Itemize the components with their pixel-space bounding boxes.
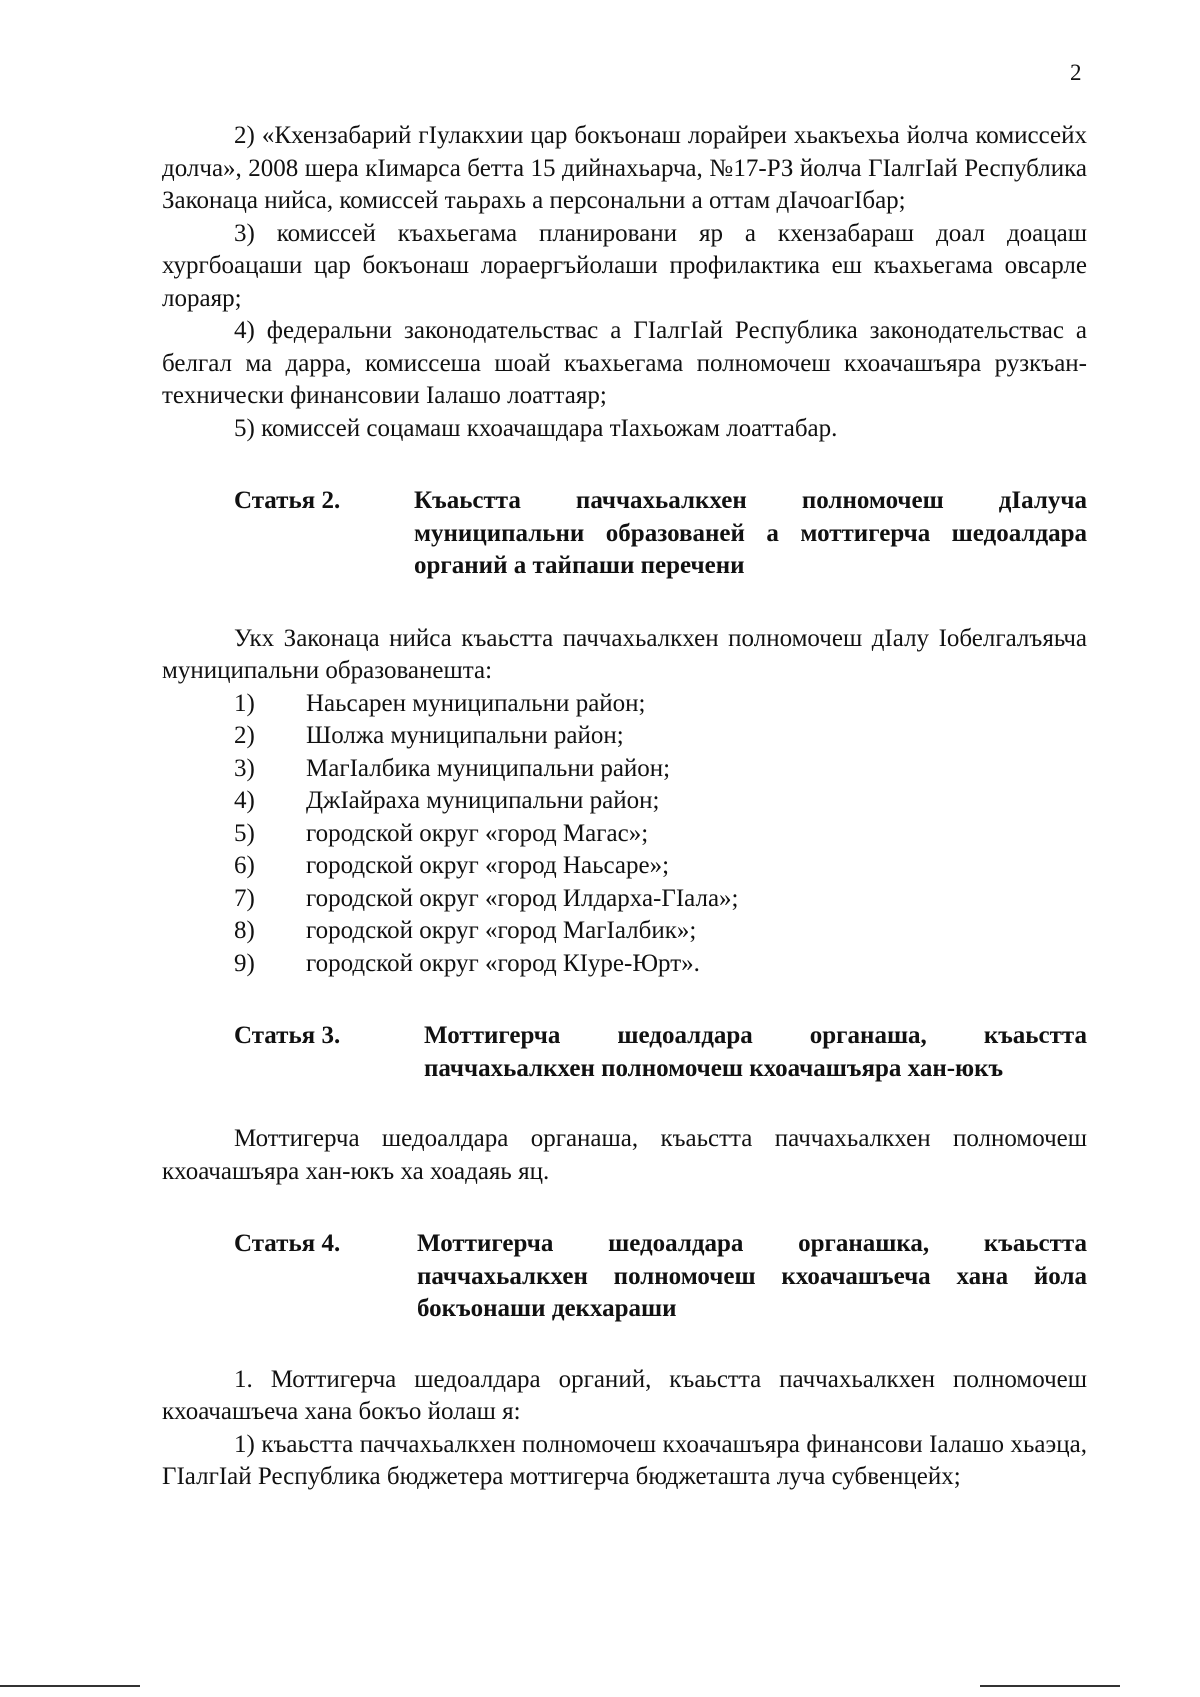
page-number: 2: [1070, 60, 1082, 85]
list-item-number: 7): [234, 884, 255, 912]
list-item-text: МагIалбика муниципальни район;: [306, 754, 671, 782]
paragraph-item-3: 3) комиссей къахьегама планировани яр а кхензабараш доал доацаш хургбоацаши цар бокъонаш лораергъйолаши профилактика еш къахьегама овсарле лораяр;: [162, 219, 1087, 312]
list-item-number: 5): [234, 819, 255, 847]
scan-edge-line: [0, 1685, 140, 1687]
article-4-paragraph-1: 1. Моттигерча шедоалдара органий, къаьстта паччахьалкхен полномочеш кхоачашъеча хана бокъо йолаш я:: [162, 1365, 1087, 1425]
list-item: [234, 883, 1087, 916]
article-2-label: Статья 2.: [234, 487, 341, 514]
document-body: [162, 120, 1087, 1494]
list-item-text: городской округ «город Магас»;: [306, 819, 649, 847]
list-item-number: 3): [234, 754, 255, 782]
list-item-text: городской округ «город МагIалбик»;: [306, 917, 697, 944]
list-item: [234, 688, 1087, 721]
paragraph-item-4: 4) федеральни законодательствас а ГIалгIай Республика законодательствас а белгал ма дарра, комиссеша шоай къахьегама полномочеш кхоачашъяра рузкъан-технически финансовии Iалашо лоаттаяр;: [162, 317, 1087, 409]
paragraph-item-2: 2) «Кхензабарий гIулакхии цар бокъонаш лорайреи хьакъехьа йолча комиссейх долча», 2008 шера кIимарса бетта 15 дийнахьарча, №17-РЗ йолча ГIалгIай Республика Законаца нийса, комиссей таьрахь а персональни а оттам дIачоагIбар;: [162, 122, 1087, 214]
list-item-number: 2): [234, 722, 255, 749]
list-item: [234, 720, 1087, 753]
article-4-label: Статья 4.: [234, 1230, 341, 1257]
list-item-number: 1): [234, 689, 255, 717]
article-2-intro: Укх Законаца нийса къаьстта паччахьалкхен полномочеш дIалу Iобелгалъяьча муниципальни образованешта:: [162, 624, 1087, 684]
list-item-text: городской округ «город Илдарха-ГIала»;: [306, 884, 739, 912]
list-item: [234, 915, 1087, 948]
paragraph-item-5: 5) комиссей соцамаш кхоачашдара тIахьожам лоаттабар.: [234, 414, 838, 442]
list-item: [234, 753, 1087, 786]
article-3-label: Статья 3.: [234, 1022, 341, 1049]
list-item-number: 9): [234, 949, 255, 977]
article-4-title: Моттигерча шедоалдара органашка, къаьстта паччахьалкхен полномочеш кхоачашъеча хана йола бокъонаши декхараши: [417, 1230, 1087, 1322]
list-item: [234, 785, 1087, 818]
article-2-title: Къаьстта паччахьалкхен полномочеш дIалуча муниципальни образованей а моттигерча шедоалдара органий а тайпаши перечени: [414, 487, 1087, 579]
list-item-text: Шолжа муниципальни район;: [306, 722, 624, 749]
article-4-heading: [234, 1228, 1087, 1326]
list-item-text: Наьсарен муниципальни район;: [306, 689, 646, 717]
list-item: [234, 850, 1087, 883]
article-4-paragraph-2: 1) къаьстта паччахьалкхен полномочеш кхоачашъяра финансови Iалашо хьаэца, ГIалгIай Республика бюджетера моттигерча бюджеташта луча субвенцейх;: [162, 1430, 1087, 1490]
list-item-text: городской округ «город Наьсаре»;: [306, 852, 670, 879]
municipality-list: [234, 688, 1087, 981]
list-item-text: городской округ «город КIуре-Юрт».: [306, 949, 700, 977]
list-item-text: ДжIайраха муниципальни район;: [306, 787, 660, 814]
scan-edge-line: [980, 1685, 1120, 1687]
list-item-number: 8): [234, 917, 255, 944]
article-3-heading: [234, 1020, 1087, 1085]
article-2-heading: [234, 485, 1087, 583]
article-3-body: Моттигерча шедоалдара органаша, къаьстта паччахьалкхен полномочеш кхоачашъяра хан-юкъ ха хоадаяь яц.: [162, 1125, 1087, 1185]
list-item: [234, 818, 1087, 851]
list-item: [234, 948, 1087, 981]
article-3-title: Моттигерча шедоалдара органаша, къаьстта паччахьалкхен полномочеш кхоачашъяра хан-юкъ: [424, 1022, 1087, 1082]
list-item-number: 4): [234, 787, 255, 814]
list-item-number: 6): [234, 852, 255, 879]
